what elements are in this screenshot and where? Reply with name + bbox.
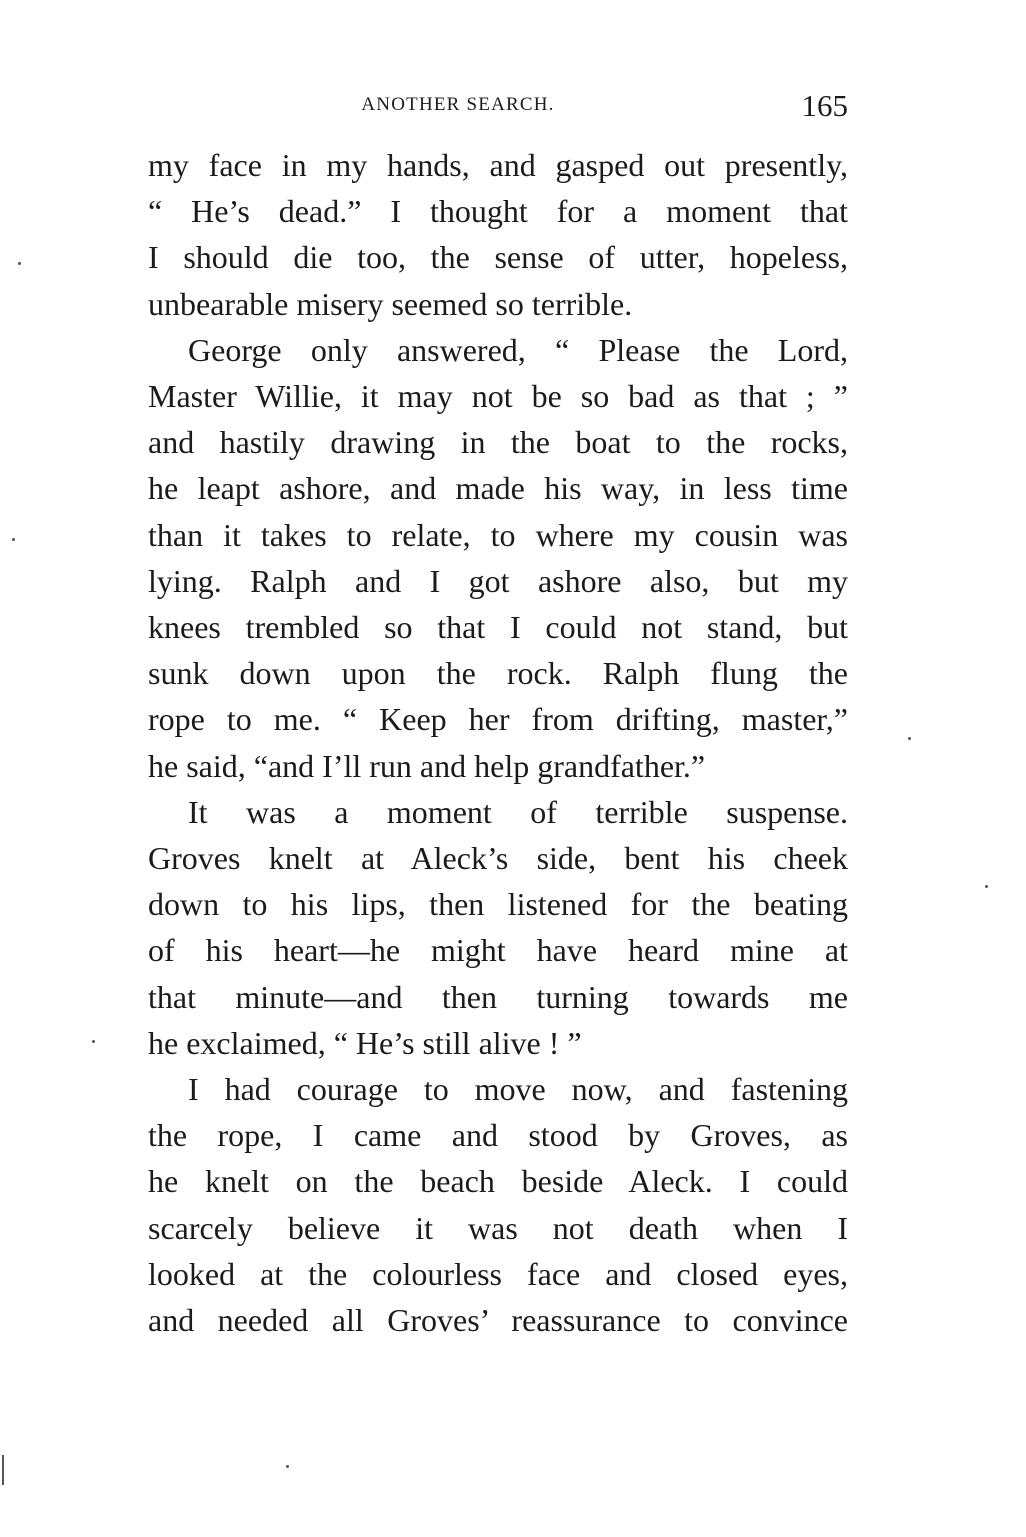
text-line: Master Willie, it may not be so bad as that ; ”: [148, 378, 848, 415]
text-line: my face in my hands, and gasped out presently,: [148, 147, 848, 183]
scan-speck: [2, 1455, 4, 1485]
text-line: looked at the colourless face and closed eyes,: [148, 1255, 848, 1292]
text-line: It was a moment of terrible suspense.: [188, 793, 848, 830]
text-line: he said, “and I’ll run and help grandfather.”: [148, 747, 706, 784]
running-title: ANOTHER SEARCH.: [361, 94, 555, 115]
scan-speck: [286, 1465, 289, 1468]
text-line: I should die too, the sense of utter, hopeless,: [148, 239, 848, 276]
text-line: the rope, I came and stood by Groves, as: [148, 1117, 848, 1154]
text-line: he knelt on the beach beside Aleck. I could: [148, 1163, 848, 1200]
page-number: 165: [801, 88, 848, 123]
text-line: he leapt ashore, and made his way, in less time: [148, 470, 848, 507]
text-line: he exclaimed, “ He’s still alive ! ”: [148, 1024, 582, 1061]
text-line: and needed all Groves’ reassurance to convince: [148, 1302, 848, 1339]
text-line: down to his lips, then listened for the beating: [148, 886, 848, 923]
text-line: George only answered, “ Please the Lord,: [188, 331, 848, 368]
text-line: that minute—and then turning towards me: [148, 978, 848, 1015]
body-text: [148, 142, 848, 1343]
text-line: sunk down upon the rock. Ralph flung the: [148, 655, 848, 692]
text-line: unbearable misery seemed so terrible.: [148, 285, 633, 322]
running-head: [148, 88, 848, 128]
text-line: than it takes to relate, to where my cousin was: [148, 516, 848, 553]
scan-speck: [908, 737, 911, 740]
text-line: rope to me. “ Keep her from drifting, master,”: [148, 701, 848, 738]
text-line: lying. Ralph and I got ashore also, but my: [148, 562, 848, 599]
text-line: knees trembled so that I could not stand, but: [148, 609, 848, 646]
scan-speck: [92, 1040, 95, 1043]
text-line: I had courage to move now, and fastening: [188, 1071, 848, 1108]
scan-speck: [12, 538, 15, 541]
text-line: Groves knelt at Aleck’s side, bent his cheek: [148, 840, 848, 877]
scan-speck: [985, 885, 988, 888]
text-line: “ He’s dead.” I thought for a moment that: [148, 193, 848, 230]
scan-speck: [18, 262, 21, 265]
text-line: of his heart—he might have heard mine at: [148, 932, 848, 969]
text-line: scarcely believe it was not death when I: [148, 1209, 848, 1246]
text-line: and hastily drawing in the boat to the rocks,: [148, 424, 848, 461]
